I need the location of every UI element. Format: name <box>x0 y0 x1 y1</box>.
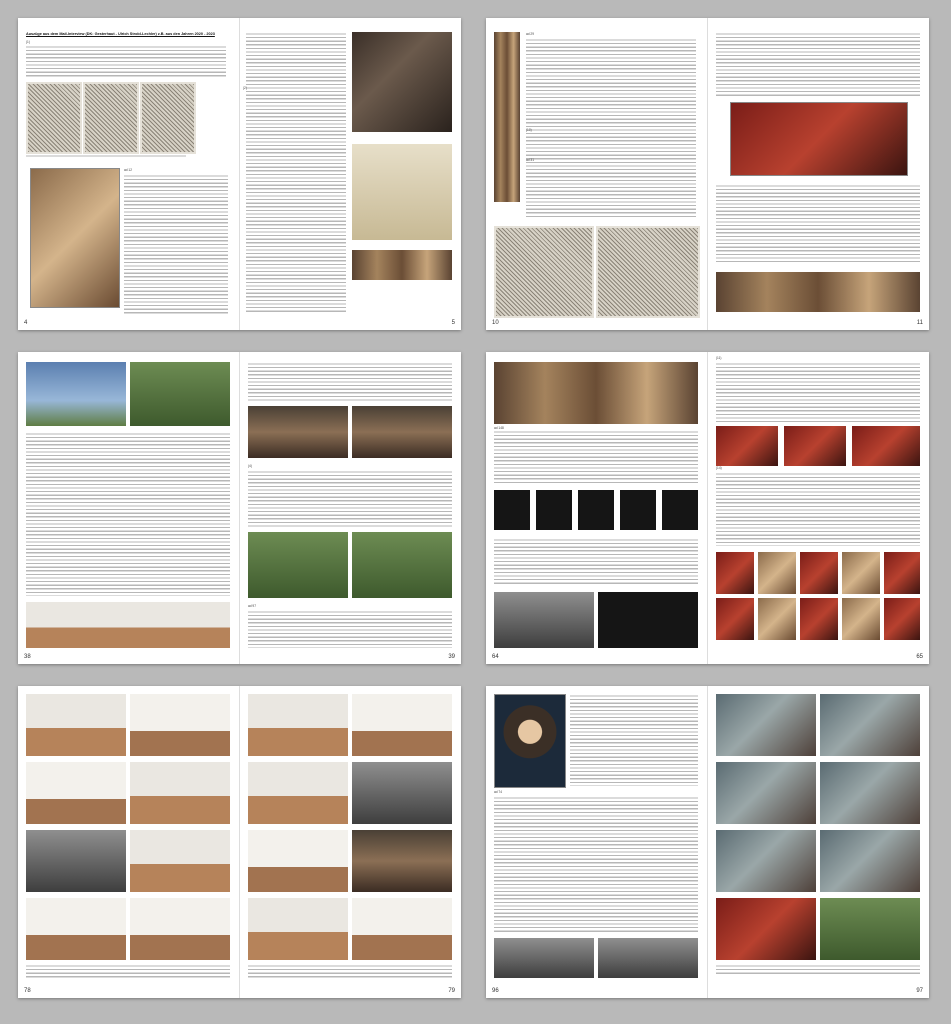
page-4 <box>18 18 239 330</box>
exhibition-photo <box>26 898 126 960</box>
text-block <box>570 694 698 786</box>
landscape-photo <box>26 362 126 426</box>
textile-photo <box>884 598 920 640</box>
text-block <box>494 796 698 934</box>
exhibition-photo <box>26 762 126 824</box>
page-number: 64 <box>492 654 499 660</box>
para-label: ad 148 <box>494 426 504 430</box>
page-78 <box>18 686 239 998</box>
forest-photo <box>248 532 348 598</box>
pen-tool-image <box>494 32 520 202</box>
text-block <box>716 472 920 546</box>
page-number: 65 <box>916 654 923 660</box>
text-block <box>124 174 228 314</box>
para-label: ad 12 <box>124 168 132 172</box>
studio-photo <box>820 694 920 756</box>
page-96 <box>486 686 707 998</box>
page-5 <box>239 18 461 330</box>
textile-photo <box>842 598 880 640</box>
para-label: (4) <box>248 464 252 468</box>
event-photo <box>352 406 452 458</box>
object-photo <box>620 490 656 530</box>
exhibition-photo <box>248 898 348 960</box>
studio-photo <box>716 694 816 756</box>
textile-photo <box>784 426 846 466</box>
textile-photo <box>716 598 754 640</box>
page-number: 79 <box>448 988 455 994</box>
page-number: 4 <box>24 320 28 326</box>
text-block <box>248 362 452 402</box>
text-block <box>26 432 230 596</box>
page-number: 5 <box>451 320 455 326</box>
exhibition-photo <box>248 694 348 756</box>
page-number: 11 <box>916 320 923 326</box>
engraving-image <box>140 82 196 154</box>
exhibition-photo <box>130 898 230 960</box>
tools-photo <box>716 272 920 312</box>
caption <box>26 154 186 158</box>
calligraphy-strip-image <box>352 250 452 280</box>
spread-pages-38-39 <box>18 352 461 664</box>
studio-photo <box>716 898 816 960</box>
etching-image <box>494 226 594 318</box>
page-header: Auszüge aus dem Mail-Interview (DK: Gesterhaut - Ulrich Strobl-Lechler) z.B. aus den Jahren 2020 - 2023 <box>26 32 215 36</box>
caption-block <box>26 964 230 978</box>
textile-photo <box>716 426 778 466</box>
caption-block <box>248 964 452 978</box>
artwork-image <box>352 32 452 132</box>
portrait-painting <box>494 694 566 788</box>
textile-photo <box>800 598 838 640</box>
studio-photo <box>716 830 816 892</box>
object-photo <box>494 592 594 648</box>
page-97 <box>707 686 929 998</box>
page-39 <box>239 352 461 664</box>
page-10 <box>486 18 707 330</box>
garden-photo <box>820 898 920 960</box>
textile-photo <box>842 552 880 594</box>
page-11 <box>707 18 929 330</box>
exhibition-photo <box>248 762 348 824</box>
exhibition-photo <box>352 762 452 824</box>
para-label: ad 31 <box>526 158 534 162</box>
page-64 <box>486 352 707 664</box>
exhibition-photo <box>248 830 348 892</box>
spread-pages-10-11 <box>486 18 929 330</box>
para-label: ad 97 <box>248 604 256 608</box>
para-label: ad 29 <box>526 32 534 36</box>
woodcut-image <box>730 102 908 176</box>
spread-pages-78-79 <box>18 686 461 998</box>
text-block <box>716 362 920 422</box>
page-65 <box>707 352 929 664</box>
page-number: 10 <box>492 320 499 326</box>
audience-photo <box>352 830 452 892</box>
studio-photo <box>820 762 920 824</box>
studio-photo <box>820 830 920 892</box>
engraving-image <box>26 82 82 154</box>
exhibition-photo <box>26 830 126 892</box>
text-block <box>494 538 698 586</box>
architecture-photo <box>26 602 230 648</box>
page-number: 78 <box>24 988 31 994</box>
portrait-image <box>30 168 120 308</box>
event-photo <box>248 406 348 458</box>
object-photo <box>578 490 614 530</box>
object-photo <box>494 490 530 530</box>
textile-photo <box>758 598 796 640</box>
text-block <box>716 32 920 96</box>
engraving-image <box>83 82 139 154</box>
studio-photo <box>716 762 816 824</box>
text-block <box>246 32 346 312</box>
text-block <box>526 38 696 218</box>
page-79 <box>239 686 461 998</box>
textile-photo <box>716 552 754 594</box>
textile-photo <box>884 552 920 594</box>
textile-photo <box>758 552 796 594</box>
para-label: (10) <box>526 128 532 132</box>
textile-photo <box>852 426 920 466</box>
page-number: 38 <box>24 654 31 660</box>
text-block <box>716 184 920 262</box>
landscape-photo <box>130 362 230 426</box>
spread-pages-4-5 <box>18 18 461 330</box>
page-number: 39 <box>448 654 455 660</box>
artifacts-photo <box>494 362 698 424</box>
text-block <box>248 470 452 528</box>
textile-photo <box>800 552 838 594</box>
exhibition-photo <box>352 694 452 756</box>
spread-pages-96-97 <box>486 686 929 998</box>
object-photo <box>662 490 698 530</box>
page-number: 97 <box>916 988 923 994</box>
object-photo <box>536 490 572 530</box>
para-label: (11) <box>716 356 722 360</box>
exhibition-photo <box>352 898 452 960</box>
para-label: ad 74 <box>494 790 502 794</box>
artwork-photo <box>598 938 698 978</box>
spread-pages-64-65 <box>486 352 929 664</box>
para-label: (1) <box>26 40 30 44</box>
forest-photo <box>352 532 452 598</box>
page-38 <box>18 352 239 664</box>
exhibition-photo <box>26 694 126 756</box>
page-number: 96 <box>492 988 499 994</box>
artwork-photo <box>494 938 594 978</box>
object-photo <box>598 592 698 648</box>
text-block <box>26 45 226 79</box>
text-block <box>248 610 452 648</box>
caption-block <box>716 964 920 976</box>
exhibition-photo <box>130 762 230 824</box>
exhibition-photo <box>130 694 230 756</box>
script-image <box>352 144 452 240</box>
text-block <box>494 430 698 484</box>
para-label: (2) <box>243 86 247 90</box>
para-label: (14) <box>716 466 722 470</box>
exhibition-photo <box>130 830 230 892</box>
etching-image <box>596 226 700 318</box>
